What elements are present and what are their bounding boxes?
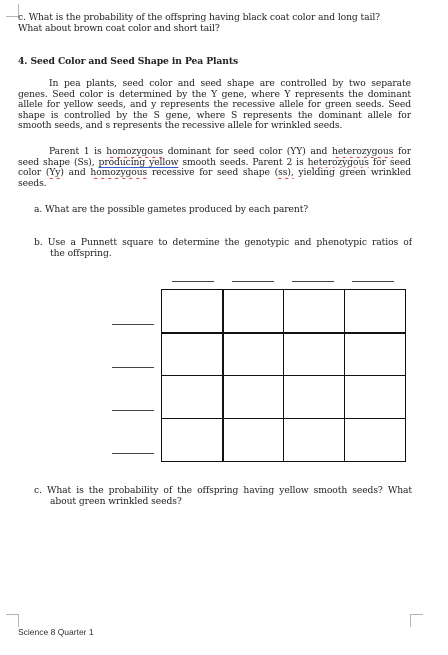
gamete-blank-line	[112, 453, 154, 454]
paragraph-parents	[18, 147, 411, 189]
paragraph-line	[18, 168, 411, 179]
question-line	[34, 238, 412, 249]
question-label: c.	[18, 12, 26, 23]
text-run: for seed	[368, 157, 411, 168]
question-line	[34, 486, 412, 497]
text-run: Parent 1 is	[49, 147, 107, 157]
punnett-cell[interactable]	[161, 332, 223, 376]
text-run: heterozygous	[307, 157, 369, 168]
question-c	[34, 486, 412, 507]
punnett-cell[interactable]	[283, 332, 345, 376]
gamete-blank-line	[172, 281, 214, 282]
text-run: smooth seeds. Parent 2 is	[178, 157, 308, 168]
question-b	[34, 238, 412, 259]
question-text: What is the probability of the offspring having yellow smooth seeds? What	[47, 486, 412, 496]
question-text: What are the possible gametes produced by each parent?	[45, 204, 309, 215]
punnett-cell[interactable]	[283, 289, 345, 333]
punnett-cell[interactable]	[222, 375, 284, 419]
question-label: b.	[34, 238, 43, 248]
text-run: homozygous	[90, 168, 148, 179]
gamete-blank-line	[112, 410, 154, 411]
text-run: seed shape (Ss),	[18, 157, 99, 168]
question-label: a.	[34, 204, 43, 215]
question-text: about green wrinkled seeds?	[50, 495, 182, 507]
paragraph-line: allele for yellow seeds, and y represents the recessive allele for green seeds. Seed	[18, 100, 411, 111]
text-run: and	[63, 168, 91, 179]
question-text: What about brown coat color and short tail?	[18, 22, 220, 34]
page-corner-mark	[6, 614, 19, 627]
question-c-top	[18, 13, 413, 34]
paragraph-line: seeds.	[18, 177, 47, 189]
paragraph-line: smooth seeds, and s represents the recessive allele for wrinkled seeds.	[18, 120, 343, 132]
text-run: dominant for seed color (YY) and	[163, 147, 332, 157]
punnett-cell[interactable]	[283, 375, 345, 419]
punnett-square	[161, 289, 406, 462]
question-a	[34, 205, 308, 216]
punnett-cell[interactable]	[222, 332, 284, 376]
paragraph-line: genes. Seed color is determined by the Y gene, where Y represents the dominant	[18, 89, 411, 100]
punnett-cell[interactable]	[161, 375, 223, 419]
gamete-blank-line	[232, 281, 274, 282]
punnett-cell[interactable]	[161, 418, 223, 462]
text-run: for	[393, 147, 411, 157]
punnett-cell[interactable]	[222, 418, 284, 462]
page-corner-mark	[410, 614, 423, 627]
gamete-blank-line	[352, 281, 394, 282]
text-run: yielding green wrinkled	[293, 168, 411, 179]
text-run: (Yy)	[45, 168, 64, 179]
section-title: 4. Seed Color and Seed Shape in Pea Plants	[18, 56, 239, 67]
gamete-blank-line	[112, 324, 154, 325]
text-run: recessive for seed shape	[147, 168, 275, 179]
punnett-cell[interactable]	[222, 289, 284, 333]
punnett-cell[interactable]	[161, 289, 223, 333]
text-run: (ss),	[274, 168, 294, 179]
punnett-cell[interactable]	[344, 418, 406, 462]
paragraph-line: shape is controlled by the S gene, where S represents the dominant allele for	[18, 110, 411, 121]
text-run: producing yellow	[98, 157, 179, 168]
punnett-cell[interactable]	[344, 375, 406, 419]
text-run: heterozygous	[332, 147, 394, 157]
question-text: Use a Punnett square to determine the genotypic and phenotypic ratios of	[47, 238, 412, 248]
gamete-blank-line	[292, 281, 334, 282]
question-text: the offspring.	[50, 247, 112, 259]
punnett-cell[interactable]	[344, 289, 406, 333]
question-label: c.	[34, 486, 42, 496]
text-run: homozygous	[106, 147, 164, 157]
page-footer: Science 8 Quarter 1	[18, 627, 94, 637]
paragraph-line	[18, 158, 411, 169]
gamete-blank-line	[112, 367, 154, 368]
paragraph-genes	[18, 79, 411, 132]
paragraph-line: In pea plants, seed color and seed shape are controlled by two separate	[49, 79, 411, 89]
paragraph-line	[18, 147, 411, 158]
question-text: What is the probability of the offspring having black coat color and long tail?	[28, 12, 381, 23]
punnett-cell[interactable]	[344, 332, 406, 376]
text-run: color	[18, 168, 46, 179]
punnett-cell[interactable]	[283, 418, 345, 462]
